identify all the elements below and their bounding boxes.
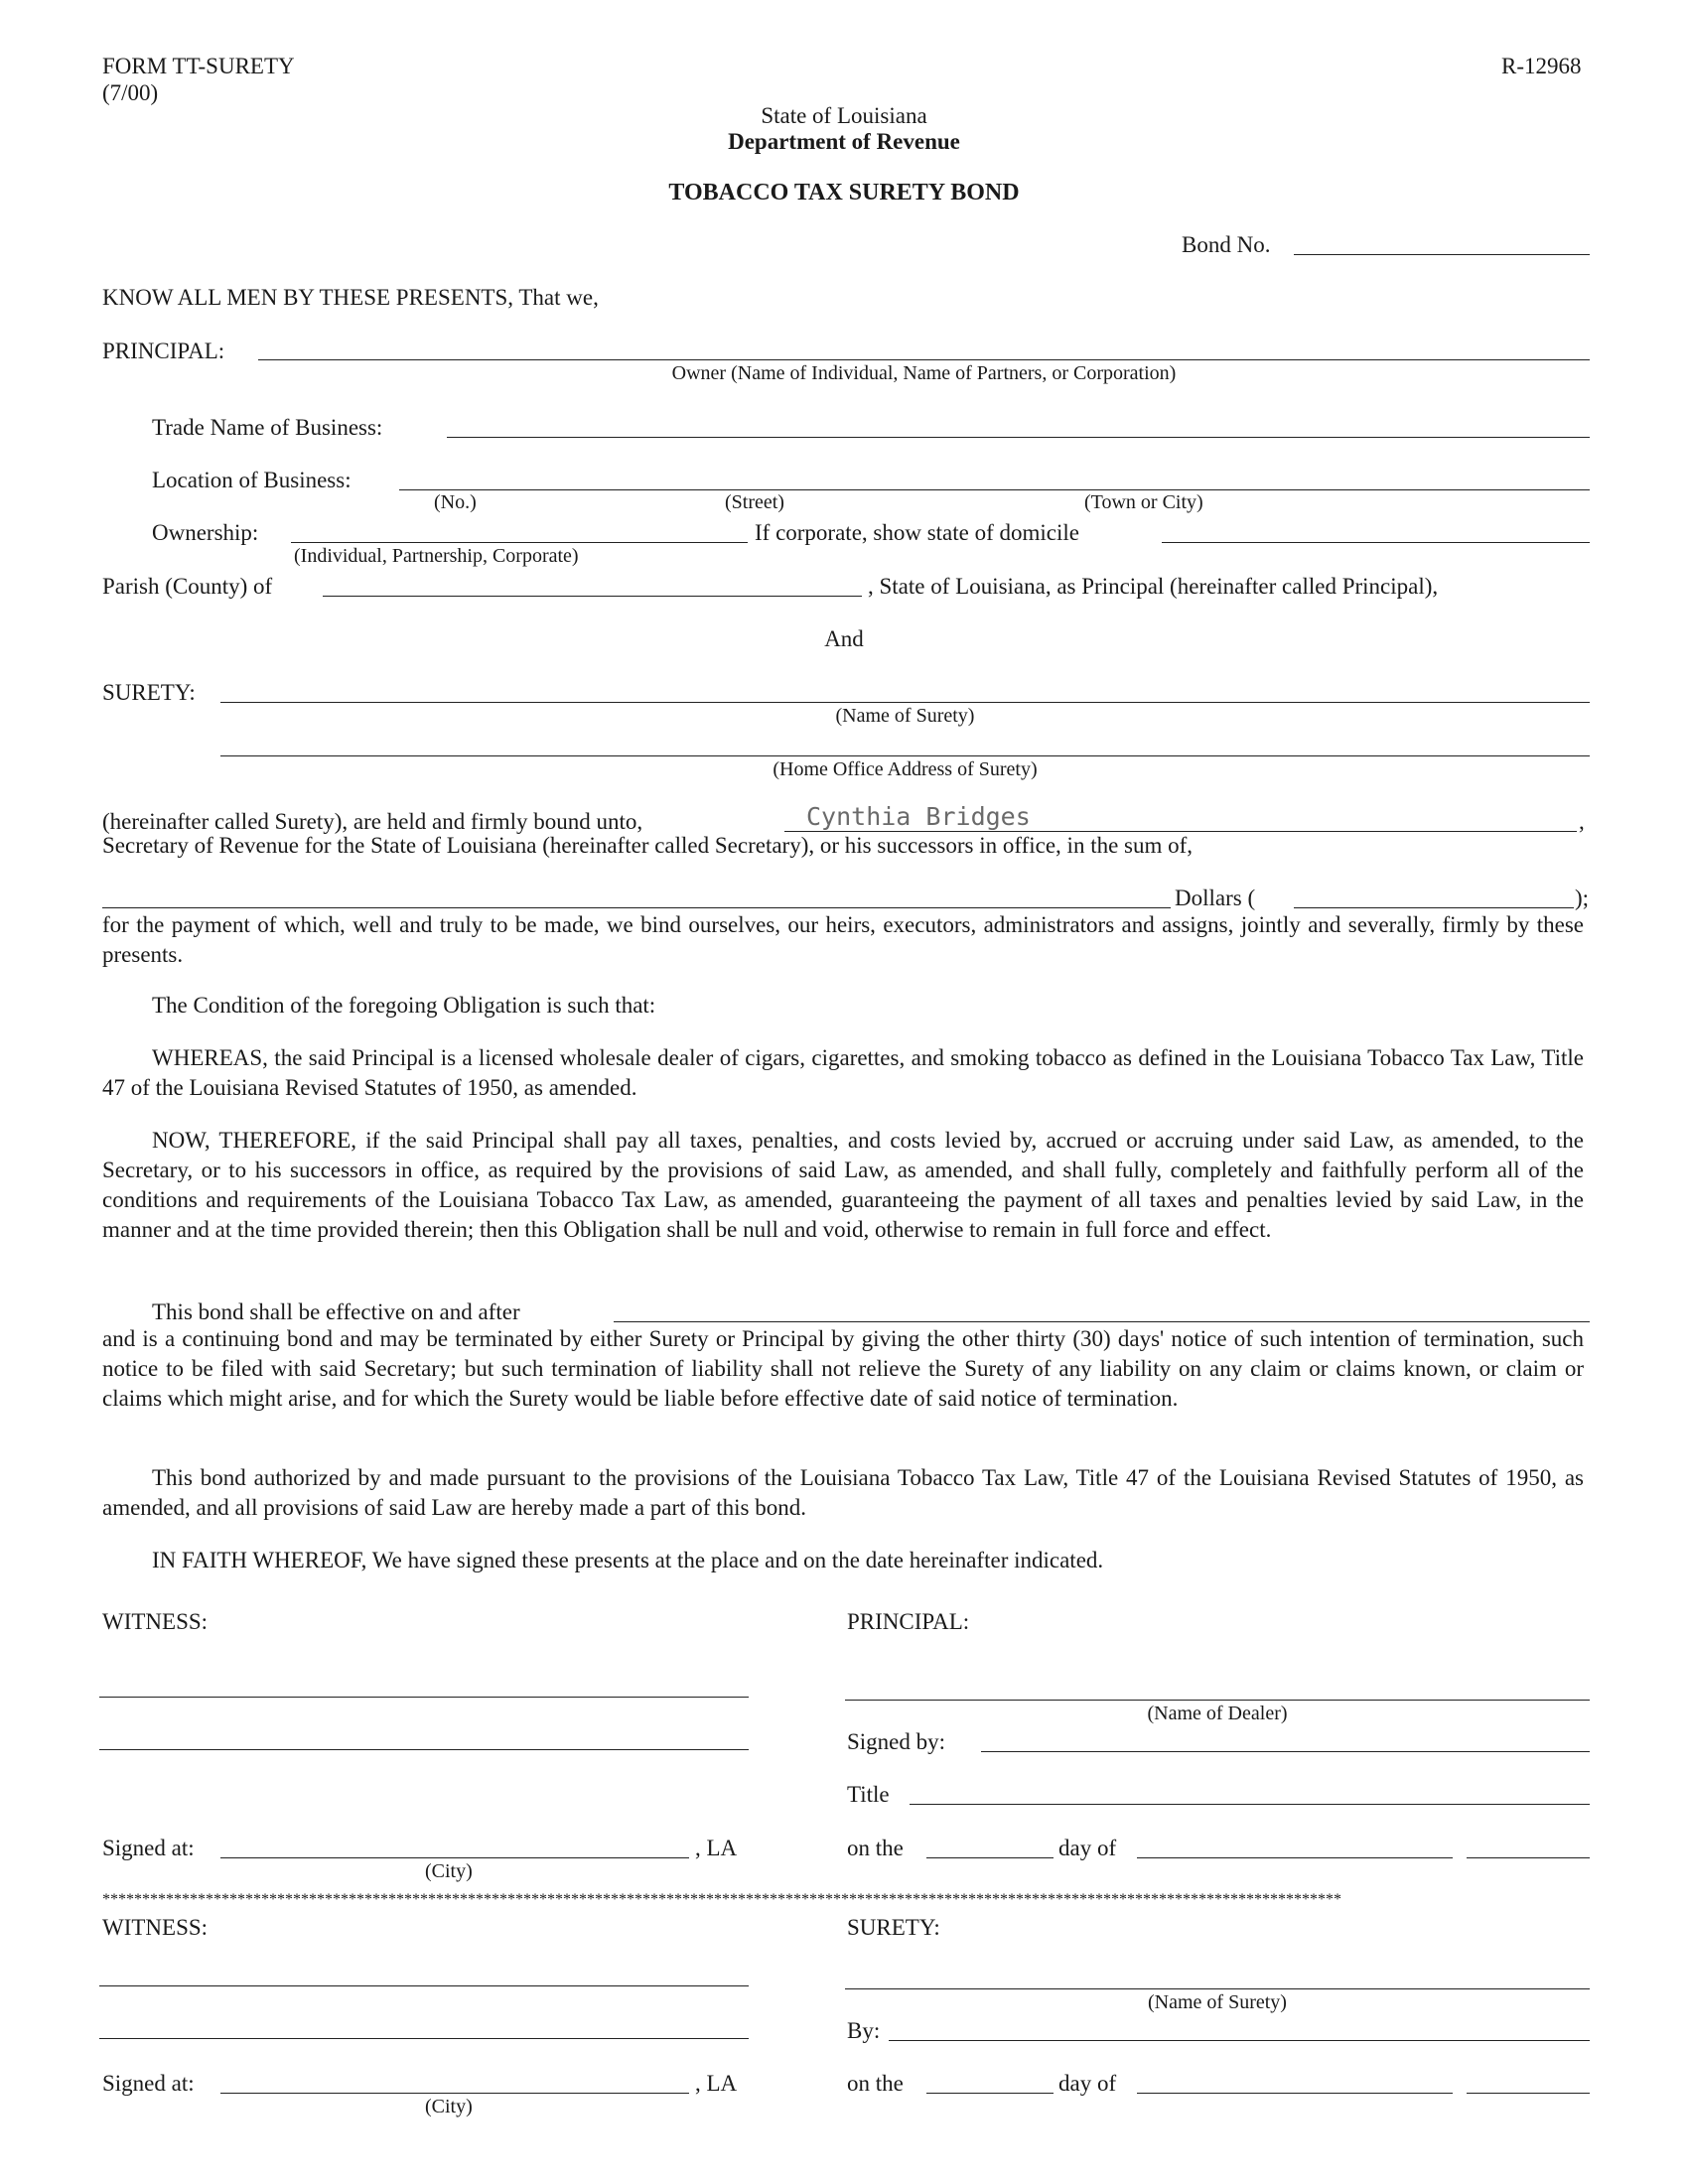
on-the-label-1: on the <box>847 1836 904 1860</box>
surety-name-field[interactable] <box>220 702 1590 703</box>
by-field[interactable] <box>889 2040 1590 2041</box>
payment-text: for the payment of which, well and truly to be made, we bind ourselves, our heirs, executors, administrators and assigns, jointly and severally, firmly by these presents. <box>102 912 1584 967</box>
department-name: Department of Revenue <box>728 129 960 154</box>
witness-label-1: WITNESS: <box>102 1609 209 1634</box>
day-field-2[interactable] <box>926 2093 1054 2094</box>
surety-sign-caption: (Name of Surety) <box>1148 1991 1287 2013</box>
witness-2b-field[interactable] <box>99 2038 749 2039</box>
reference-number: R-12968 <box>1501 54 1582 78</box>
secretary-name-value: Cynthia Bridges <box>806 802 1031 831</box>
signed-at-city-field-2[interactable] <box>220 2093 689 2094</box>
witness-1a-field[interactable] <box>99 1697 749 1698</box>
surety-address-caption: (Home Office Address of Surety) <box>773 758 1038 780</box>
domicile-field[interactable] <box>1162 542 1590 543</box>
therefore-text: NOW, THEREFORE, if the said Principal shall pay all taxes, penalties, and costs levied by, accrued or accruing under said Law, as amended, to the Secretary, or to his successors in office, as required by the provisions of said Law, as amended, and shall fully, completely and faithfully perform all of the conditions and requirements of the Louisiana Tobacco Tax Law, as amended, guaranteeing the payment of all taxes and penalties levied by said Law, in the manner and at the time provided therein; then this Obligation shall be null and void, otherwise to remain in full force and effect. <box>102 1128 1584 1242</box>
and-label: And <box>824 626 864 651</box>
signed-by-label: Signed by: <box>847 1729 946 1754</box>
form-date: (7/00) <box>102 80 159 105</box>
trade-name-field[interactable] <box>447 437 1590 438</box>
form-title: TOBACCO TAX SURETY BOND <box>668 180 1020 205</box>
dollars-label: Dollars ( <box>1175 886 1256 910</box>
dollars-end: ); <box>1575 886 1590 910</box>
principal-sign-label: PRINCIPAL: <box>847 1609 970 1634</box>
trade-name-label: Trade Name of Business: <box>152 415 383 440</box>
location-field[interactable] <box>399 489 1590 490</box>
location-town-caption: (Town or City) <box>1084 491 1203 513</box>
signed-at-label-1: Signed at: <box>102 1836 195 1860</box>
day-of-label-2: day of <box>1058 2071 1117 2096</box>
secretary-comma: , <box>1579 809 1585 834</box>
bond-no-label: Bond No. <box>1182 232 1271 257</box>
month-field-1[interactable] <box>1137 1857 1453 1858</box>
parish-label: Parish (County) of <box>102 574 273 599</box>
witness-2a-field[interactable] <box>99 1985 749 1986</box>
principal-label: PRINCIPAL: <box>102 339 225 363</box>
sum-amount-field[interactable] <box>1294 907 1574 908</box>
on-the-label-2: on the <box>847 2071 904 2096</box>
signed-at-label-2: Signed at: <box>102 2071 195 2096</box>
bond-no-field[interactable] <box>1294 254 1590 255</box>
witness-label-2: WITNESS: <box>102 1915 209 1940</box>
by-label: By: <box>847 2018 881 2043</box>
location-street-caption: (Street) <box>725 491 784 513</box>
dealer-name-field[interactable] <box>845 1700 1590 1701</box>
authorized-text: This bond authorized by and made pursuant to the provisions of the Louisiana Tobacco Tax Law, Title 47 of the Louisiana Revised Statutes of 1950, as amended, and all provisions of said Law are hereby made a part of this bond. <box>102 1465 1584 1520</box>
owner-caption: Owner (Name of Individual, Name of Partners, or Corporation) <box>671 362 1177 384</box>
sum-words-field[interactable] <box>102 907 1171 908</box>
day-field-1[interactable] <box>926 1857 1054 1858</box>
ownership-field[interactable] <box>291 542 748 543</box>
year-field-2[interactable] <box>1467 2093 1590 2094</box>
surety-name-caption: (Name of Surety) <box>835 705 975 727</box>
form-id: FORM TT-SURETY <box>102 54 295 78</box>
title-field[interactable] <box>910 1804 1590 1805</box>
dealer-caption: (Name of Dealer) <box>1147 1703 1288 1724</box>
surety-sign-name-field[interactable] <box>845 1988 1590 1989</box>
domicile-label: If corporate, show state of domicile <box>755 520 1079 545</box>
parish-field[interactable] <box>323 596 862 597</box>
signed-at-city-field-1[interactable] <box>220 1857 689 1858</box>
faith-text: IN FAITH WHEREOF, We have signed these presents at the place and on the date hereinafter indicated. <box>152 1548 1104 1572</box>
secretary-line: Secretary of Revenue for the State of Louisiana (hereinafter called Secretary), or his successors in office, in the sum of, <box>102 833 1194 858</box>
bound-unto-text: (hereinafter called Surety), are held and firmly bound unto, <box>102 809 643 834</box>
intro-text: KNOW ALL MEN BY THESE PRESENTS, That we, <box>102 285 599 310</box>
ownership-label: Ownership: <box>152 520 259 545</box>
effective-label: This bond shall be effective on and after <box>152 1299 520 1324</box>
month-field-2[interactable] <box>1137 2093 1453 2094</box>
witness-1b-field[interactable] <box>99 1749 749 1750</box>
surety-address-field[interactable] <box>220 755 1590 756</box>
continuing-text: and is a continuing bond and may be terminated by either Surety or Principal by giving the other thirty (30) days' notice of such intention of termination, such notice to be filed with said Secretary; but such termination of liability shall not relieve the Surety of any liability on any claim or claims known, or claim or claims which might arise, and for which the Surety would be liable before effective date of said notice of termination. <box>102 1326 1584 1411</box>
whereas-text: WHEREAS, the said Principal is a licensed wholesale dealer of cigars, cigarettes, and smoking tobacco as defined in the Louisiana Tobacco Tax Law, Title 47 of the Louisiana Revised Statutes of 1950, as amended. <box>102 1045 1584 1100</box>
city-caption-1: (City) <box>425 1860 473 1882</box>
city-caption-2: (City) <box>425 2096 473 2117</box>
secretary-name-field[interactable] <box>784 831 1577 832</box>
separator-stars: ************************************************************************************************************************************************************ <box>102 1892 1341 1908</box>
effective-date-field[interactable] <box>614 1321 1590 1322</box>
surety-sign-label: SURETY: <box>847 1915 940 1940</box>
parish-suffix: , State of Louisiana, as Principal (hereinafter called Principal), <box>868 574 1439 599</box>
location-label: Location of Business: <box>152 468 352 492</box>
location-no-caption: (No.) <box>434 491 477 513</box>
la-label-1: , LA <box>695 1836 738 1860</box>
day-of-label-1: day of <box>1058 1836 1117 1860</box>
ownership-caption: (Individual, Partnership, Corporate) <box>294 545 579 567</box>
year-field-1[interactable] <box>1467 1857 1590 1858</box>
state-name: State of Louisiana <box>761 103 927 128</box>
surety-label: SURETY: <box>102 680 196 705</box>
signed-by-field[interactable] <box>981 1751 1590 1752</box>
title-label: Title <box>847 1782 890 1807</box>
principal-owner-field[interactable] <box>258 359 1590 360</box>
la-label-2: , LA <box>695 2071 738 2096</box>
condition-text: The Condition of the foregoing Obligation is such that: <box>152 993 656 1018</box>
